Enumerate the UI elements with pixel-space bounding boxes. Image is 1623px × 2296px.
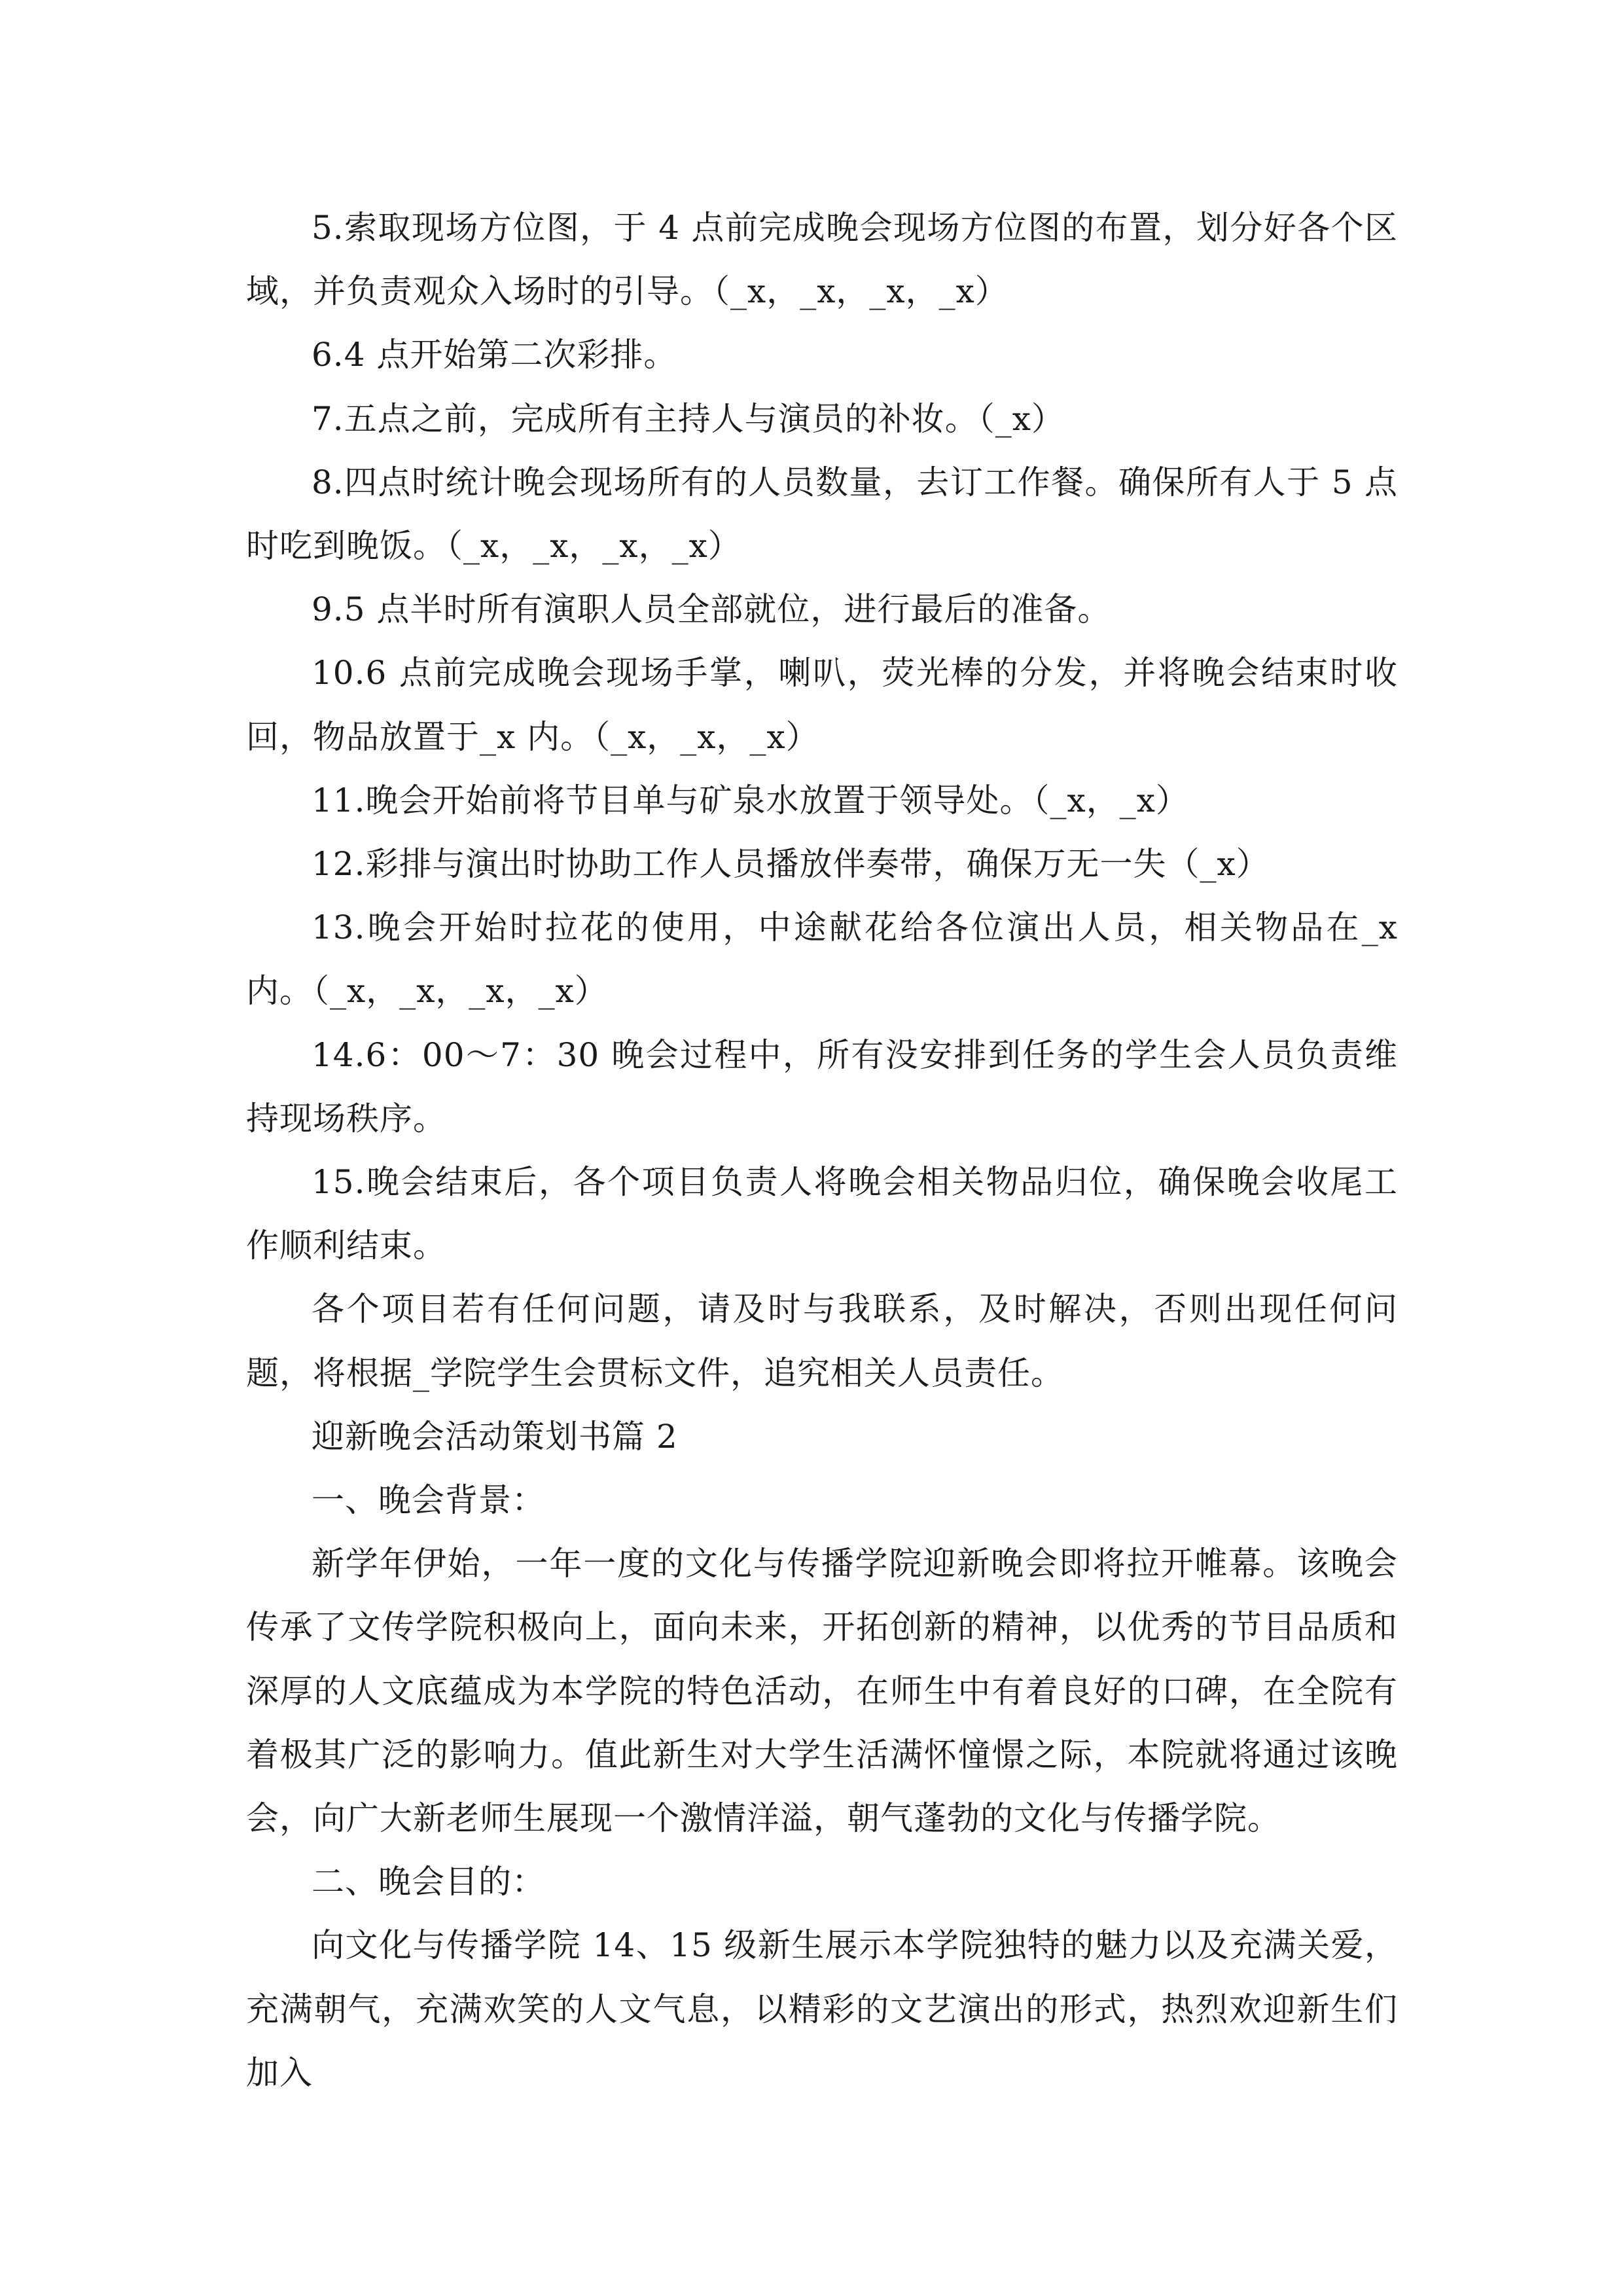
paragraph-background: 新学年伊始，一年一度的文化与传播学院迎新晚会即将拉开帷幕。该晚会传承了文传学院积极向上，面向未来，开拓创新的精神，以优秀的节目品质和深厚的人文底蕴成为本学院的特色活动，在师生中有着良好的口碑，在全院有着极其广泛的影响力。值此新生对大学生活满怀憧憬之际，本院就将通过该晚会，向广大新老师生展现一个激情洋溢，朝气蓬勃的文化与传播学院。 <box>246 1545 1398 1838</box>
paragraph-purpose: 向文化与传播学院 14、15 级新生展示本学院独特的魅力以及充满关爱，充满朝气，充满欢笑的人文气息，以精彩的文艺演出的形式，热烈欢迎新生们加入 <box>246 1926 1398 2092</box>
paragraph-item-5: 5.索取现场方位图，于 4 点前完成晚会现场方位图的布置，划分好各个区域，并负责观众入场时的引导。（_x，_x，_x，_x） <box>246 209 1398 311</box>
section-heading-part-2: 迎新晚会活动策划书篇 2 <box>312 1417 678 1456</box>
paragraph-notice: 各个项目若有任何问题，请及时与我联系，及时解决，否则出现任何问题，将根据_学院学生会贯标文件，追究相关人员责任。 <box>246 1290 1398 1392</box>
paragraph-item-13: 13.晚会开始时拉花的使用，中途献花给各位演出人员，相关物品在_x 内。（_x，_x，_x，_x） <box>246 908 1398 1011</box>
paragraph-item-15: 15.晚会结束后，各个项目负责人将晚会相关物品归位，确保晚会收尾工作顺利结束。 <box>246 1163 1398 1265</box>
paragraph-item-12: 12.彩排与演出时协助工作人员播放伴奏带，确保万无一失（_x） <box>312 845 1270 884</box>
paragraph-item-14: 14.6：00～7：30 晚会过程中，所有没安排到任务的学生会人员负责维持现场秩序。 <box>246 1035 1398 1138</box>
paragraph-item-6: 6.4 点开始第二次彩排。 <box>312 336 677 374</box>
section-heading-purpose: 二、晚会目的： <box>312 1863 545 1901</box>
paragraph-item-8: 8.四点时统计晚会现场所有的人员数量，去订工作餐。确保所有人于 5 点时吃到晚饭。（_x，_x，_x，_x） <box>246 463 1398 565</box>
section-heading-background: 一、晚会背景： <box>312 1481 545 1520</box>
paragraph-item-9: 9.5 点半时所有演职人员全部就位，进行最后的准备。 <box>312 590 1111 629</box>
paragraph-item-10: 10.6 点前完成晚会现场手掌，喇叭，荧光棒的分发，并将晚会结束时收回，物品放置于_x 内。（_x，_x，_x） <box>246 654 1398 756</box>
paragraph-item-11: 11.晚会开始前将节目单与矿泉水放置于领导处。（_x，_x） <box>312 781 1189 819</box>
document-body <box>246 196 1398 2105</box>
paragraph-item-7: 7.五点之前，完成所有主持人与演员的补妆。（_x） <box>312 399 1065 438</box>
